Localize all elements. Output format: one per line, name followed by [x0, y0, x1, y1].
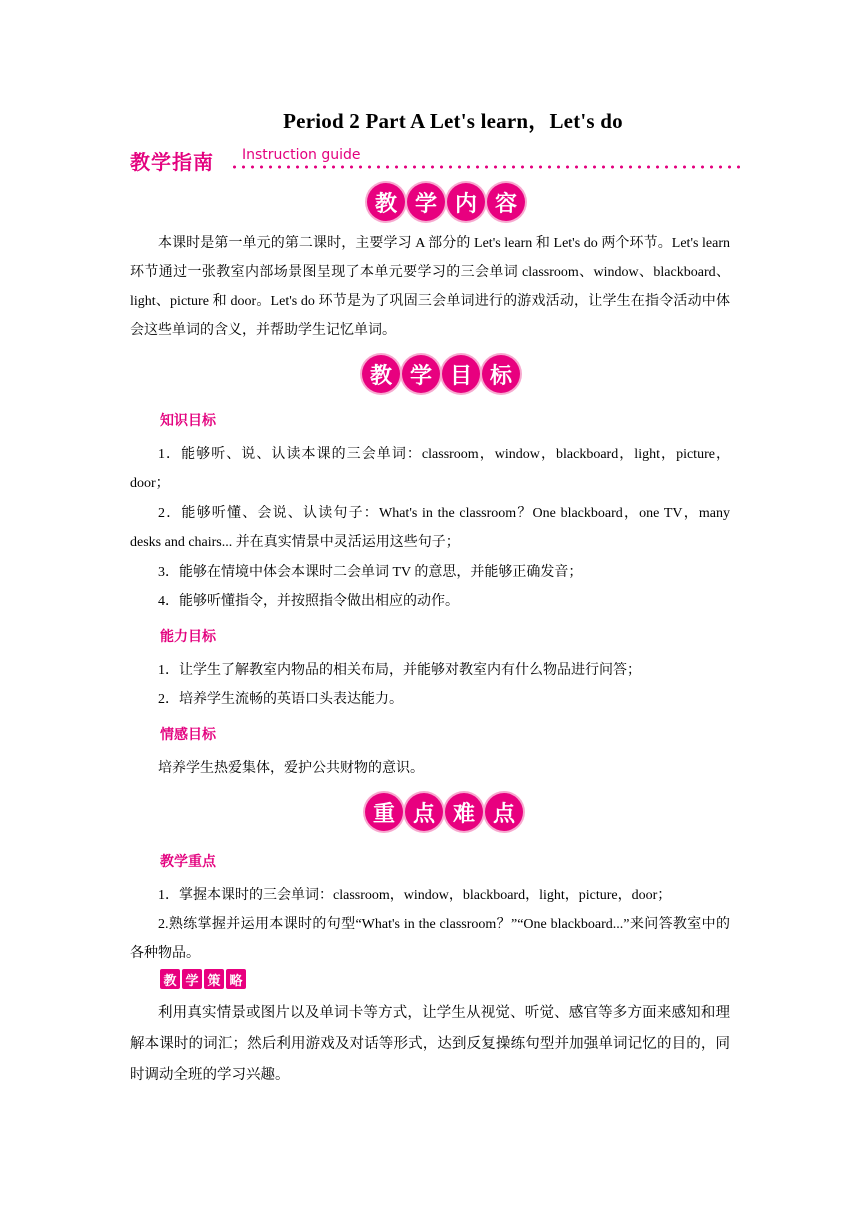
badge-char: 目	[442, 355, 480, 393]
badge-char: 难	[445, 793, 483, 831]
badge-char: 内	[447, 183, 485, 221]
badge-char: 学	[407, 183, 445, 221]
badge-teaching-strategy	[160, 969, 246, 989]
ability-goal-item: 1．让学生了解教室内物品的相关布局，并能够对教室内有什么物品进行问答；	[158, 663, 641, 678]
badge-char: 略	[226, 969, 246, 989]
badge-key-points	[365, 793, 523, 831]
teaching-focus-item: 1．掌握本课时的三会单词：classroom，window，blackboard，light，picture，door；	[158, 888, 672, 903]
badge-char: 学	[182, 969, 202, 989]
guide-heading-en: Instruction guide	[242, 147, 361, 163]
content-paragraph: 本课时是第一单元的第二课时，主要学习 A 部分的 Let's learn 和 Let's do 两个环节。Let's learn 环节通过一张教室内部场景图呈现了本单元要学习的三会单词 classroom、window、blackboard、light、picture 和 door。Let's do 环节是为了巩固三会单词进行的游戏活动，让学生在指令活动中体会这些单词的含义，并帮助学生记忆单词。	[130, 236, 730, 338]
badge-char: 点	[485, 793, 523, 831]
badge-char: 标	[482, 355, 520, 393]
teaching-focus-heading: 教学重点	[160, 854, 216, 870]
badge-char: 重	[365, 793, 403, 831]
guide-heading-zh: 教学指南	[130, 150, 214, 174]
badge-char: 容	[487, 183, 525, 221]
instruction-guide-header	[130, 146, 742, 176]
strategy-paragraph: 利用真实情景或图片以及单词卡等方式，让学生从视觉、听觉、感官等多方面来感知和理解本课时的词汇；然后利用游戏及对话等形式，达到反复操练句型并加强单词记忆的目的，同时调动全班的学习兴趣。	[130, 1005, 730, 1083]
emotion-goals-heading: 情感目标	[160, 727, 216, 743]
knowledge-goal-item: 4．能够听懂指令，并按照指令做出相应的动作。	[158, 594, 459, 609]
badge-char: 点	[405, 793, 443, 831]
knowledge-goal-item: 1．能够听、说、认读本课的三会单词：classroom，window，blackboard，light，picture，door；	[130, 447, 730, 491]
dotted-divider	[230, 165, 742, 169]
badge-teaching-goals	[362, 355, 520, 393]
knowledge-goal-item: 3．能够在情境中体会本课时二会单词 TV 的意思，并能够正确发音；	[158, 565, 583, 580]
page-title: Period 2 Part A Let's learn，Let's do	[283, 109, 623, 133]
teaching-focus-item: 2.熟练掌握并运用本课时的句型“What's in the classroom？”“One blackboard...”来问答教室中的各种物品。	[130, 917, 730, 961]
ability-goal-item: 2．培养学生流畅的英语口头表达能力。	[158, 692, 403, 707]
badge-char: 学	[402, 355, 440, 393]
knowledge-goal-item: 2．能够听懂、会说、认读句子：What's in the classroom？One blackboard，one TV，many desks and chairs... 并在真实情景中灵活运用这些句子；	[130, 506, 730, 550]
badge-char: 教	[367, 183, 405, 221]
emotion-goal-text: 培养学生热爱集体，爱护公共财物的意识。	[158, 761, 424, 776]
badge-char: 教	[160, 969, 180, 989]
badge-char: 策	[204, 969, 224, 989]
badge-teaching-content	[367, 183, 525, 221]
knowledge-goals-heading: 知识目标	[160, 413, 216, 429]
ability-goals-heading: 能力目标	[160, 629, 216, 645]
badge-char: 教	[362, 355, 400, 393]
